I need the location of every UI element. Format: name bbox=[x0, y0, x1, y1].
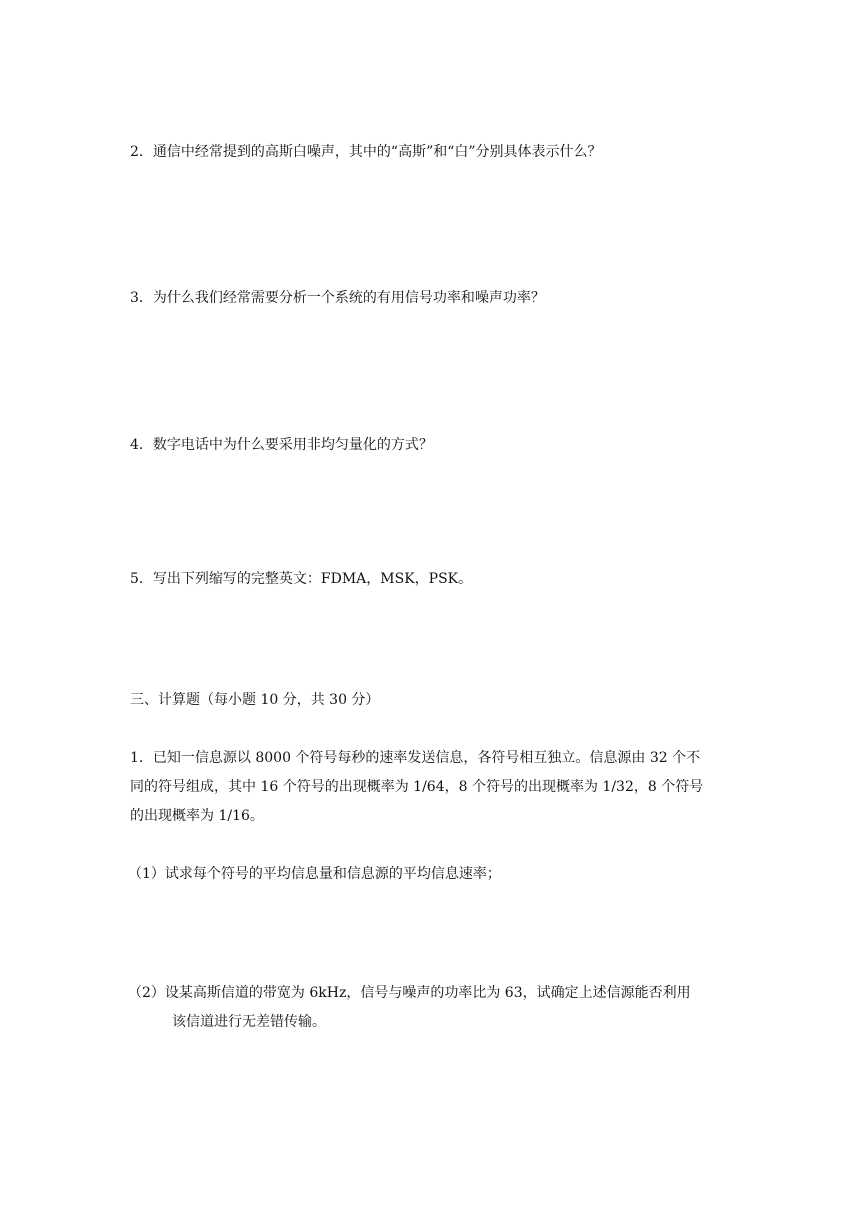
calc-question-1-line-3: 的出现概率为 1/16。 bbox=[130, 808, 264, 824]
calc-question-1-part-2-line-2: 该信道进行无差错传输。 bbox=[172, 1014, 326, 1030]
calc-question-1-line-2: 同的符号组成，其中 16 个符号的出现概率为 1/64，8 个符号的出现概率为 1/32，8 个符号 bbox=[130, 779, 704, 795]
question-5: 5．写出下列缩写的完整英文：FDMA，MSK，PSK。 bbox=[130, 571, 473, 587]
calc-question-1-line-1: 1．已知一信息源以 8000 个符号每秒的速率发送信息，各符号相互独立。信息源由 32 个不 bbox=[130, 750, 701, 766]
question-2: 2．通信中经常提到的高斯白噪声，其中的“高斯”和“白”分别具体表示什么？ bbox=[130, 144, 602, 160]
question-4: 4．数字电话中为什么要采用非均匀量化的方式？ bbox=[130, 437, 433, 453]
calc-question-1-part-1: （1）试求每个符号的平均信息量和信息源的平均信息速率； bbox=[128, 866, 501, 882]
section-title: 三、计算题（每小题 10 分，共 30 分） bbox=[130, 692, 380, 708]
question-3: 3．为什么我们经常需要分析一个系统的有用信号功率和噪声功率？ bbox=[130, 290, 545, 306]
calc-question-1-part-2-line-1: （2）设某高斯信道的带宽为 6kHz，信号与噪声的功率比为 63，试确定上述信源能否利用 bbox=[128, 985, 691, 1001]
